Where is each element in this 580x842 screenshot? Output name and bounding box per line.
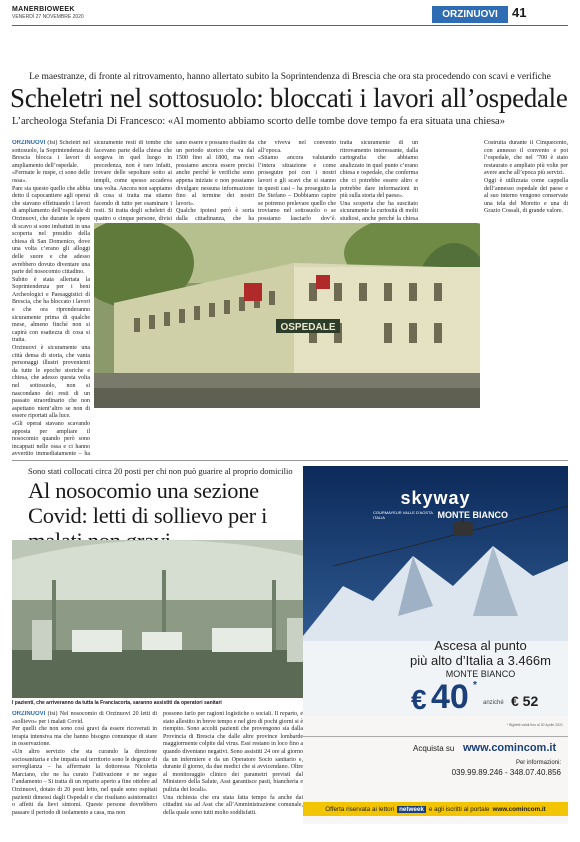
ad-price: 40 <box>431 678 469 716</box>
ad-courmayeur: COURMAYEUR VALLE D'AOSTA ITALIA <box>373 510 433 520</box>
article2-column-2 <box>163 711 303 831</box>
masthead-date: VENERDÌ 27 NOVEMBRE 2020 <box>12 14 84 20</box>
page-number: 41 <box>512 5 527 20</box>
article1-column-1 <box>12 140 90 458</box>
article2-headline: Al nosocomio una sezione Covid: letti di sollievo per i <box>28 478 268 528</box>
ad-line3: MONTE BIANCO <box>445 669 516 679</box>
covid-photo-caption: I pazienti, che arriveranno da tutta la Franciacorta, saranno assistiti da operatori sanitari <box>12 700 222 706</box>
article1-subhead: L’archeologa Stefania Di Francesco: «Al momento abbiamo scorto delle tombe dove tempo fa era situata una chiesa» <box>12 116 505 127</box>
covid-ward-illustration <box>12 540 320 698</box>
ad-banner <box>303 802 568 816</box>
ad-old-price: € 52 <box>511 693 539 709</box>
article2-kicker: Sono stati collocati circa 20 posti per chi non può guarire al proprio domicilio <box>28 466 293 476</box>
ad-banner-site[interactable]: www.comincom.it <box>492 805 546 813</box>
skyway-advertisement <box>303 466 568 824</box>
ad-divider <box>303 736 568 737</box>
ad-phones: 039.99.89.246 - 348.07.40.856 <box>451 768 561 777</box>
masthead-title: MANERBIOWEEK <box>12 6 75 13</box>
ad-buy-label: Acquista su <box>413 744 455 753</box>
hospital-photo <box>94 223 480 408</box>
article1-col6-text: Costruita durante il Cinquecento, con annesso il convento e poi l’ospedale, che nel ’700 è stato restaurato e ampliato più volte per avere anche all’epoca più servizi. Oggi è utilizzata come cappella dell’annesso ospedale dei paese e al suo interno vengono conservate una tela del Moretto e una di Grazio Cossali, di grande valore. <box>484 140 568 215</box>
article-divider <box>12 460 568 461</box>
ad-site-link[interactable]: www.comincom.it <box>463 742 557 754</box>
header-rule <box>12 25 568 26</box>
article2-column-1 <box>12 711 157 831</box>
article1-column-5 <box>340 140 418 222</box>
article1-lead: ORZINUOVI <box>12 140 46 146</box>
article1-col4-text: che viveva nel convento all’epoca. «Stiamo ancora valutando l’intera situazione e come proseguire poi con i nostri lavori e gli scavi che si stanno in questi casi – ha proseguito la De Stefano – Dobbiamo capire se potremo prelevare quello che troviamo nel sottosuolo o se possiamo lasciarlo dov’è. <box>258 140 336 222</box>
ad-euro-sign: € <box>411 684 427 715</box>
article1-column-4 <box>258 140 336 222</box>
hospital-illustration <box>94 223 480 408</box>
article1-col5-text: tratta sicuramente di un ritrovamento interessante, dalla cartografia che abbiamo analizzato in quel punto c’erano chiesa e ospedale, che conferma che ci potrebbe essere altro e potrebbe dare informazioni in più sulla storia del paese». Una scoperta che ha suscitato sicuramente la curiosità di molti studiosi, anche perché la chiesa <box>340 140 418 222</box>
ad-line1: Ascesa al punto <box>434 638 527 653</box>
ad-instead-label: anziché <box>483 700 504 706</box>
ad-banner-prefix: Offerta riservata ai lettori <box>325 805 395 813</box>
ad-info-label: Per informazioni: <box>515 760 561 766</box>
ad-line2: più alto d’Italia a 3.466m <box>410 653 551 668</box>
article1-column-3 <box>176 140 254 222</box>
ad-banner-suffix: e agli iscritti al portale <box>428 805 490 813</box>
article1-column-6 <box>484 140 568 458</box>
ad-brand: skyway <box>400 488 471 508</box>
article2-lead: ORZINUOVI <box>12 711 46 717</box>
ad-price-star: * <box>473 680 477 691</box>
article2-col2-text: possono farlo per ragioni logistiche o sociali. Il reparto, è stato allestito in breve tempo e nel giro di pochi giorni si è riempito. Sono accolti pazienti che provengono sia dalla Provincia di Brescia che dalle altre province lombarde maggiormente colpite dal virus. Essi restano in loco fino a quando diventano negativi. Sono assistiti 24 ore al giorno da un infermiere e da un Operatore Socio sanitario e, durante il giorno, da due medici che si avvicendano. Oltre al monitoraggio clinico dei parametri previsti dal Ministero della Salute, Asst garantisce pasti, biancheria e pulizia dei locali». Una richiesta che era stata fatta tempo fa anche dai cittadini sia ad Asst che all’Amministrazione comunale, della quale sono tutti molto soddisfatti. <box>163 711 303 816</box>
article2-col1-text: (fsi) Nel nosocomio di Orzinuovi 20 letti di «sollievo» per i malati Covid. Per quelli che non sono così gravi da essere ricoverati in terapia intensiva ma che hanno bisogno comunque di stare in osservazione. «Un altro servizio che sta curando la direzione sociosanitaria e che impatta sul territorio sono le degenze di sorveglianza – ha affermato la dottoressa Nicoletta Marciano, che ne ha curato l’attivazione e ne segue l’andamento – Si tratta di un reparto aperto a fine ottobre ad Orzinuovi, dotato di 20 posti letto, nel quale sono ospitati pazienti dimessi dagli Ospedali e che risultano asintomatici o affetti da lievi sintomi. Queste persone dovrebbero passare il periodo di isolamento a casa, ma non <box>12 711 157 816</box>
article1-col3-text: sano essere e possano risalire da un periodo storico che va dal 1500 fino al 1800, ma non possiamo ancora essere precisi anche perché le verifiche sono appena iniziate e non possiamo divulgare nessuna informazione fino al termine dei nostri lavori». Qualche ipotesi però è sorta dalla cittadinanza, che ha <box>176 140 254 222</box>
article1-kicker: Le maestranze, di fronte al ritrovamento, hanno allertato subito la Soprintendenza di Brescia che ora sta procedendo con scavi e verifiche <box>29 72 551 82</box>
hospital-sign: OSPEDALE <box>280 322 336 333</box>
section-label: ORZINUOVI <box>432 6 508 23</box>
ad-brand-sub: MONTE BIANCO <box>437 510 508 520</box>
ad-banner-brand: netweek <box>399 805 424 813</box>
ad-footnote: * Biglietti validi fino al 30 Aprile 2021 <box>506 723 563 727</box>
article1-col1-text: (fsi) Scheletri nel sottosuolo, la Soprintendenza di Brescia blocca i lavori di ampliamento dell’ospedale. «Fermate le ruspe, ci sono delle ossa». Pare sia questo quello che abbia detto il capocantiere agli operai che stavano effettuando i lavori di ampliamento dell’ospedale di Orzinuovi, che durante le opere di scavo si sono imbattuti in una scoperta nel presidio della chiesa di San Domenico, dove una volta c’erano gli alloggi delle suore e che adesso avrebbero dovuto diventare una parte del nosocomio cittadino. Subito è stata allertata la Soprintendenza per i beni Archeologici e Paesaggistici di Brescia, che ha bloccato i lavori e che ora riprenderanno sicuramente prima di qualche mese, almeno finché non si capirà con esattezza di cosa si tratta. Orzinuovi è sicuramente una città densa di storia, che vanta personaggi illustri provenienti da tutte le epoche storiche e chiesa, che adesso questa volta nel sottosuolo, non si nascondano dei resti di un passato straordinario che non aspettano nient’altro se non di essere riportati alla luce. «Gli operai stavano scavando apposta per ampliare il nosocomio quando però sono incappati nelle ossa e ci hanno avvertito immediatamente – ha <box>12 140 90 458</box>
article1-headline: Scheletri nel sottosuolo: bloccati i lavori all’ospedale <box>10 83 568 113</box>
article1-col2-text: sicuramente resti di tombe che facevano parte della chiesa che sorgeva in quel luogo in precedenza, non è raro infatti, trovare delle sepolture sotto ai templi, come spesso accadeva una volta. Ancora non sappiamo di cosa si tratta ma stiamo facendo di tutto per esaminare i resti. Si tratta degli scheletri di quattro o cinque persone, divisi <box>94 140 172 222</box>
covid-ward-photo <box>12 540 320 698</box>
article1-column-2 <box>94 140 172 222</box>
